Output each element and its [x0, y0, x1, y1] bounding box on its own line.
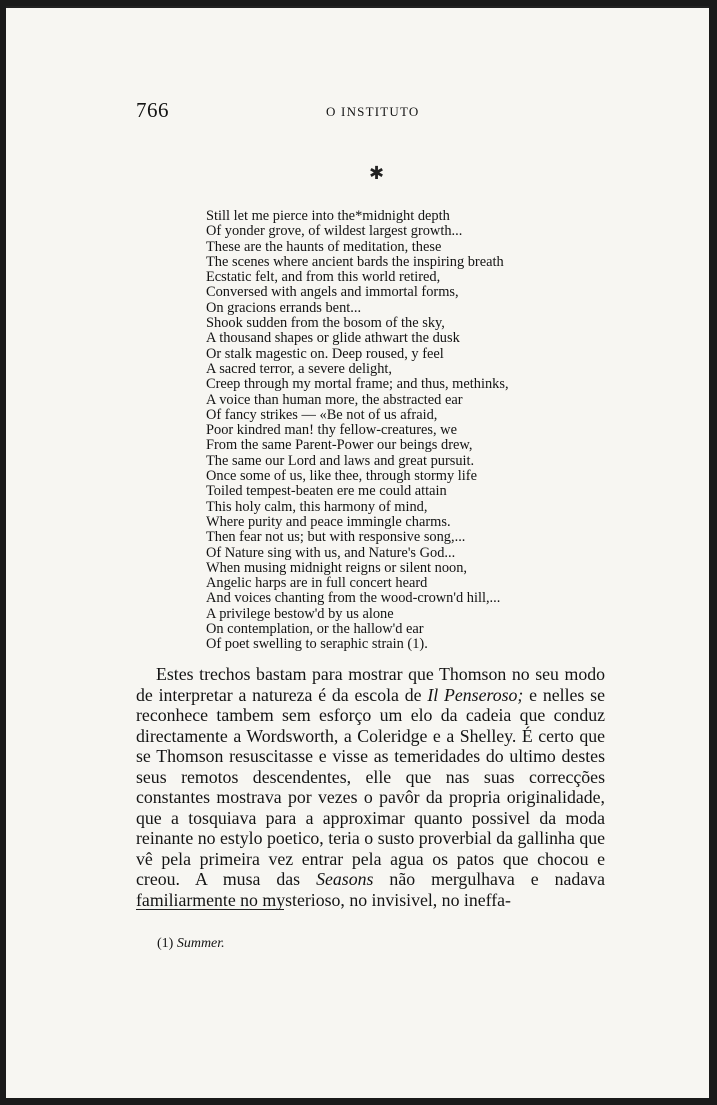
- poem-line: From the same Parent-Power our beings drew,: [206, 437, 473, 454]
- poem-line: Of Nature sing with us, and Nature's God...: [206, 544, 456, 561]
- poem-line: Or stalk magestic on. Deep roused, y feel: [206, 345, 444, 362]
- poem-block: [206, 209, 509, 653]
- footnote-marker: (1): [157, 936, 174, 951]
- prose-part-1: Estes trechos bastam para mostrar que Thomson no seu modo de interpretar a natureza é da escola de: [136, 664, 605, 705]
- poem-line: Angelic harps are in full concert heard: [206, 575, 428, 592]
- work-title-seasons: Seasons: [316, 869, 374, 889]
- prose-part-3: não mergulhava e nadava familiarmente no mysterioso, no invisivel, no ineffa-: [136, 869, 605, 910]
- top-rule: [6, 6, 709, 8]
- poem-line: Creep through my mortal frame; and thus, methinks,: [206, 376, 509, 393]
- poem-line: Poor kindred man! thy fellow-creatures, we: [206, 422, 457, 439]
- poem-line: Where purity and peace immingle charms.: [206, 513, 451, 530]
- running-title: O INSTITUTO: [326, 104, 420, 119]
- poem-line: Then fear not us; but with responsive song,...: [206, 529, 466, 546]
- poem-line: Toiled tempest-beaten ere me could attain: [206, 483, 447, 500]
- poem-line: Ecstatic felt, and from this world retired,: [206, 269, 441, 286]
- poem-line: Conversed with angels and immortal forms,: [206, 284, 459, 301]
- footnote: [157, 936, 225, 952]
- poem-line: These are the haunts of meditation, these: [206, 238, 442, 255]
- poem-line: A sacred terror, a severe delight,: [206, 360, 393, 377]
- poem-line: The scenes where ancient bards the inspiring breath: [206, 253, 504, 270]
- poem-line: Once some of us, like thee, through stormy life: [206, 468, 477, 485]
- poem-line: Shook sudden from the bosom of the sky,: [206, 315, 445, 332]
- poem-line: A privilege bestow'd by us alone: [206, 605, 394, 622]
- ornament-asterisk: ✱: [369, 163, 385, 183]
- document-page: [6, 6, 709, 1098]
- prose-part-2: e nelles se reconhece tambem sem esforço um elo da cadeia que conduz directamente a Wordsworth, a Coleridge e a Shelley. É certo que se Thomson resuscitasse e visse as temeridades do ultimo destes seus remotos descendentes, elle que nas suas correcções constantes mostrava por vezes o pavôr da propria originalidade, que a tosquiava para a approximar quanto possivel da moda reinante no estylo poetico, teria o susto proverbial da gallinha que vê pela primeira vez entrar pela agua os patos que chocou e creou. A musa das: [136, 684, 605, 889]
- poem-line: When musing midnight reigns or silent noon,: [206, 559, 468, 576]
- poem-line: A thousand shapes or glide athwart the dusk: [206, 330, 460, 347]
- poem-line: On gracions errands bent...: [206, 299, 362, 316]
- body-paragraph: [136, 664, 605, 910]
- poem-line: Of poet swelling to seraphic strain (1).: [206, 636, 428, 653]
- poem-line: Of yonder grove, of wildest largest growth...: [206, 223, 463, 240]
- poem-line: And voices chanting from the wood-crown'd hill,...: [206, 590, 501, 607]
- work-title-il-penseroso: Il Penseroso;: [427, 684, 524, 705]
- poem-line: A voice than human more, the abstracted ear: [206, 391, 463, 408]
- poem-line: On contemplation, or the hallow'd ear: [206, 621, 424, 638]
- footnote-text: Summer.: [176, 936, 225, 951]
- page-number: 766: [136, 98, 169, 122]
- poem-line: Of fancy strikes — «Be not of us afraid,: [206, 406, 438, 423]
- poem-line: Still let me pierce into the*midnight depth: [206, 208, 450, 224]
- poem-line: The same our Lord and laws and great pursuit.: [206, 452, 475, 469]
- poem-line: This holy calm, this harmony of mind,: [206, 498, 428, 515]
- footnote-rule: [136, 909, 284, 910]
